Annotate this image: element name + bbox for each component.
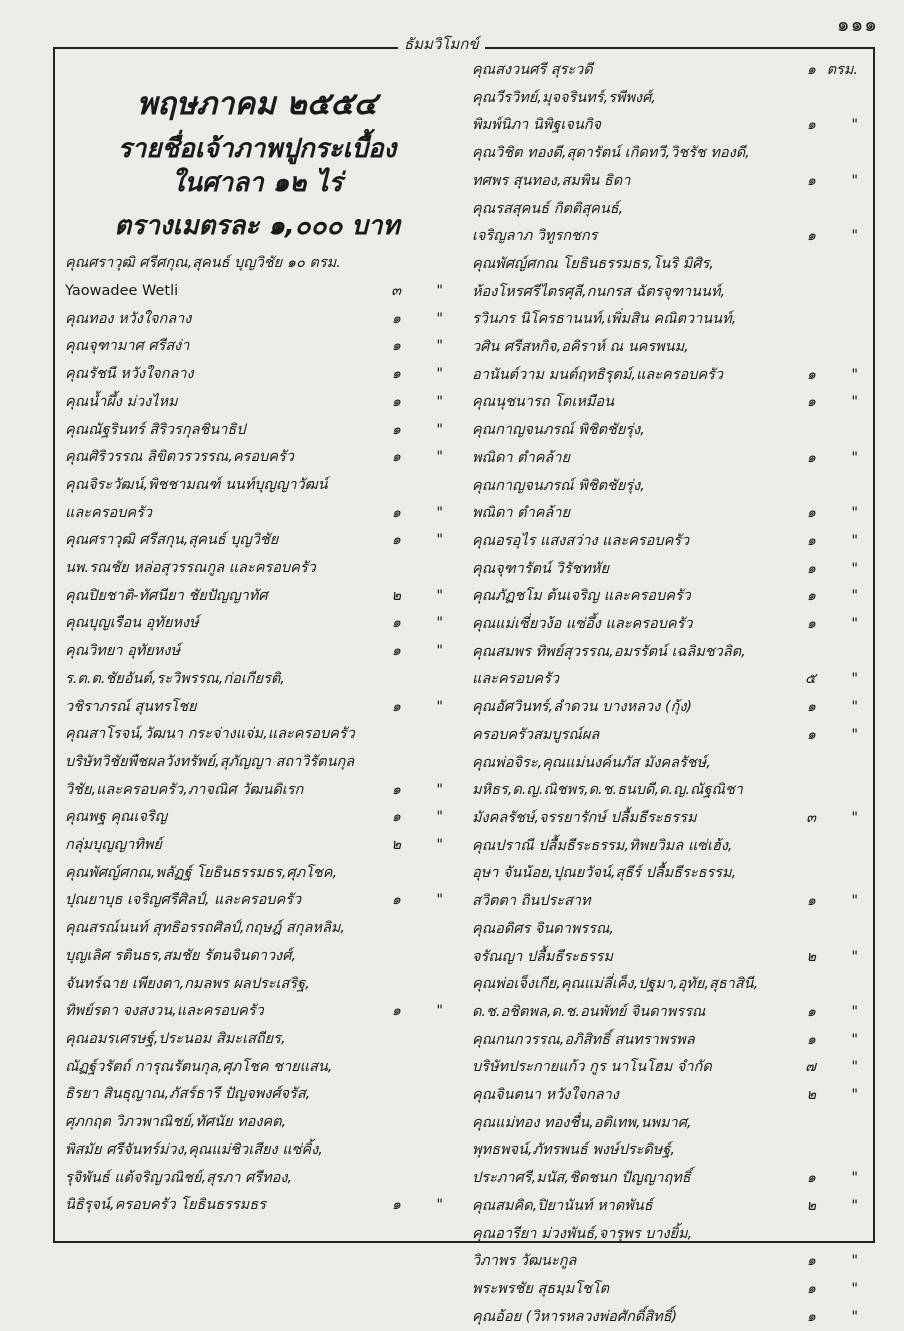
donor-name: บุญเลิศ รตินธร,สมชัย รัตนจินดาวงศ์,: [65, 947, 297, 964]
donor-qty: ๑: [806, 117, 816, 134]
donor-name: เจริญลาภ วิทูรกชกร: [472, 228, 598, 245]
donor-unit: ": [851, 366, 858, 383]
donor-qty: ๑: [391, 338, 401, 355]
donor-entry: [65, 1026, 459, 1054]
donor-entry: [472, 750, 874, 778]
donor-entry: [65, 1165, 459, 1193]
donor-qty: ๑: [806, 62, 816, 78]
donor-name: คุณศราวุฒิ ศรีสกุน,สุคนธ์ บุญวิชัย: [65, 532, 279, 549]
donor-entry: [472, 306, 874, 334]
donor-name: คุณสรณ์นนท์ สุทธิอรรถศิลป์,กฤษฎ์ สกุลหลิม,: [65, 920, 346, 937]
donor-entry: [65, 417, 459, 445]
donor-name: ณัฏฐ์วรัตถ์ การุณรัตนกุล,ศุภโชค ชายแสน,: [65, 1058, 333, 1075]
donor-name: ปุณยาบุธ เจริญศรีศิลป์, และครอบครัว: [65, 892, 302, 909]
donor-name: คุณจุฑามาศ ศรีสง่า: [65, 338, 190, 355]
donor-unit: ": [436, 809, 443, 826]
heading-hall: ในศาลา ๑๒ ไร่: [171, 167, 343, 198]
donor-name: ด.ช.อชิตพล,ด.ช.อนพัทย์ จินดาพรรณ: [472, 1003, 706, 1020]
donor-name: Yaowadee Wetli: [65, 283, 179, 300]
donor-name: พิมพ์นิภา นิพิฐเจนกิจ: [472, 117, 602, 134]
donor-entry: [65, 998, 459, 1026]
heading-donor-list: รายชื่อเจ้าภาพปูกระเบื้อง: [117, 133, 397, 164]
donor-name: รุจิพันธ์ แต้จริญวณิชย์,สุรภา ศรีทอง,: [65, 1169, 293, 1186]
donor-name: บริษัทประกายแก้ว กูร นาโนโฮม จำกัด: [472, 1059, 712, 1076]
donor-entry: [65, 832, 459, 860]
donor-entry: [65, 500, 459, 528]
donor-unit: ": [851, 588, 858, 605]
donor-name: ทิพย์รดา จงสงวน,และครอบครัว: [65, 1003, 264, 1020]
donor-unit: ": [851, 616, 858, 633]
donor-name: คุณสมคิด,ปิยานันท์ หาดพันธ์: [472, 1197, 653, 1214]
donor-qty: ๒: [391, 837, 401, 854]
donor-entry: [472, 417, 874, 445]
donor-entry: [472, 639, 874, 667]
donor-qty: ๑: [391, 421, 401, 438]
donor-entry: [472, 196, 874, 224]
donor-entry: [472, 1082, 874, 1110]
donor-entry: [65, 694, 459, 722]
donor-qty: ๑: [391, 393, 401, 410]
donor-entry: [472, 666, 874, 694]
donor-name: และครอบครัว: [65, 504, 153, 521]
donor-unit: ": [436, 310, 443, 327]
donor-entry: [472, 805, 874, 833]
donor-entry: [65, 527, 459, 555]
donor-qty: ๑: [391, 809, 401, 826]
donor-qty: ๑: [806, 616, 816, 633]
donor-unit: ": [851, 1059, 858, 1076]
donor-name: พณิดา ตำคล้าย: [472, 505, 570, 522]
donor-entry: [472, 112, 874, 140]
donor-name: ธิรยา สินธุญาณ,ภัสร์ธารี ปัญจพงศ์จรัส,: [65, 1086, 311, 1103]
donor-entry: [472, 57, 874, 85]
donor-unit: ": [851, 726, 858, 743]
donor-entry: [472, 362, 874, 390]
donor-name: คุณศราวุฒิ ศรีศกุณ,สุคนธ์ บุญวิชัย ๑๐ ตรม.: [65, 255, 341, 272]
donor-entry: [472, 1221, 874, 1249]
donor-entry: [65, 278, 459, 306]
donor-entry: [65, 749, 459, 777]
donor-name: จรัณญา ปลื้มธีระธรรม: [472, 948, 613, 965]
donor-name: คุณอารียา ม่วงพันธ์,จารุพร บางยิ้ม,: [472, 1225, 693, 1242]
donor-entry: [65, 638, 459, 666]
donor-entry: [472, 140, 874, 168]
donor-unit: ": [436, 615, 443, 632]
donor-unit: ": [851, 1280, 858, 1297]
donor-name: คุณภัฏชโม ต้นเจริญ และครอบครัว: [472, 588, 691, 605]
donor-entry: [65, 887, 459, 915]
donor-name: คุณณัฐรินทร์ สิริวรกุลชินาธิป: [65, 421, 246, 438]
running-title: ธัมมวิโมกข์: [398, 32, 485, 56]
donor-entry: [472, 777, 874, 805]
donor-unit: ": [851, 948, 858, 965]
donor-unit: ": [851, 394, 858, 411]
donor-entry: [65, 389, 459, 417]
donor-name: พุทธพจน์,ภัทรพนธ์ พงษ์ประดิษฐ์,: [472, 1142, 675, 1159]
donor-entry: [65, 583, 459, 611]
donor-qty: ๑: [806, 505, 816, 522]
donor-name: คุณนุชนารถ โตเหมือน: [472, 394, 615, 411]
donor-qty: ๑: [806, 560, 816, 577]
donor-qty: ๑: [806, 1170, 816, 1187]
donor-name: คุณแม่ทอง ทองชื่น,อติเทพ,นพมาศ,: [472, 1114, 692, 1131]
page-number: ๑๑๑: [836, 12, 878, 36]
donor-entry: [65, 306, 459, 334]
donor-entry: [65, 1054, 459, 1082]
donor-name: คุณพ่อจิระ,คุณแม่นงค์นภัส มังคลรัชษ์,: [472, 754, 711, 771]
donor-unit: ": [436, 781, 443, 798]
donor-name: พระพรชัย สุธมฺมโชโต: [472, 1280, 610, 1297]
donor-entry: [472, 611, 874, 639]
donor-entry: [472, 334, 874, 362]
donor-name: ห้องโหรศรีไตรศุลี,กนกรส ฉัตรจุฑานนท์,: [472, 283, 726, 300]
donor-entry: [65, 666, 459, 694]
donor-unit: ": [851, 1197, 858, 1214]
donor-qty: ๑: [391, 643, 401, 660]
donor-entry: [472, 168, 874, 196]
donor-name: ครอบครัวสมบูรณ์ผล: [472, 726, 600, 743]
donor-entry: [65, 444, 459, 472]
donor-unit: ": [436, 532, 443, 549]
donor-entry: [472, 1193, 874, 1221]
donor-entry: [65, 971, 459, 999]
donor-qty: ๑: [806, 1003, 816, 1020]
donor-entry: [472, 833, 874, 861]
donor-qty: ๑: [391, 366, 401, 383]
donor-name: คุณพฐ คุณเจริญ: [65, 809, 168, 826]
donor-unit: ": [851, 1087, 858, 1104]
donor-name: วิภาพร วัฒนะกูล: [472, 1253, 577, 1270]
donor-entry: [472, 279, 874, 307]
donor-qty: ๑: [391, 1003, 401, 1020]
donor-name: คุณวิทยา อุทัยหงษ์: [65, 643, 181, 660]
donor-unit: ": [851, 117, 858, 134]
donor-qty: ๑: [391, 504, 401, 521]
donor-name: นิธิรุจน์,ครอบครัว โยธินธรรมธร: [65, 1197, 266, 1214]
donor-entry: [472, 223, 874, 251]
donor-qty: ๕: [805, 671, 816, 688]
donor-entry: [472, 1276, 874, 1304]
donor-name: อุษา จันน้อย,ปุณยวัจน์,สุธีร์ ปลื้มธีระธรรม,: [472, 865, 737, 882]
donor-qty: ๑: [806, 172, 816, 189]
donor-qty: ๒: [806, 1087, 816, 1104]
donor-qty: ๑: [806, 228, 816, 245]
donor-entry: [472, 1137, 874, 1165]
donor-name: วิชัย,และครอบครัว,ภาจณิศ วัฒนดิเรก: [65, 781, 304, 798]
donor-name: คุณพ่อเจ็งเกีย,คุณแม่ลี่เค็ง,ปฐมา,อุทัย,สุธาสินี,: [472, 976, 759, 993]
donor-name: คุณบุญเรือน อุทัยหงษ์: [65, 615, 199, 632]
donor-name: คุณวิชิต ทองดี,สุดารัตน์ เกิดทวี,วิชรัช ทองดี,: [472, 145, 750, 162]
donor-entry: [65, 555, 459, 583]
left-column: [55, 49, 459, 1220]
donor-entry: [65, 943, 459, 971]
donor-name: คุณสงวนศรี สุระวดี: [472, 62, 593, 78]
donor-name: คุณสาโรจน์,วัฒนา กระจ่างแจ่ม,และครอบครัว: [65, 726, 355, 743]
donor-qty: ๑: [391, 781, 401, 798]
donor-name: สวิตตา ถินประสาท: [472, 893, 591, 910]
donor-unit: ": [436, 587, 443, 604]
donor-qty: ๑: [806, 532, 816, 549]
donor-entry: [472, 1054, 874, 1082]
donor-name: และครอบครัว: [472, 671, 560, 688]
donor-name: รวินภร นิโครธานนท์,เพิ่มสิน คณิตวานนท์,: [472, 311, 737, 328]
donor-name: คุณจิระวัฒน์,พิชชามณฑ์ นนท์บุญญาวัฒน์: [65, 476, 328, 493]
donor-unit: ": [851, 1003, 858, 1020]
donor-entry: [65, 915, 459, 943]
donor-name: คุณรสสุคนธ์ กิตติสุคนธ์,: [472, 200, 624, 217]
donor-unit: ": [436, 892, 443, 909]
donor-qty: ๑: [806, 726, 816, 743]
donor-name: คุณอัศวินทร์,ลำดวน บางหลวง (กุ้ง): [472, 699, 693, 716]
donor-name: วชิราภรณ์ สุนทรโชย: [65, 698, 197, 715]
donor-unit: ": [436, 837, 443, 854]
donor-entry: [472, 556, 874, 584]
content-frame: [53, 47, 875, 1325]
donor-qty: ๒: [806, 948, 816, 965]
donor-entry: [65, 610, 459, 638]
donor-unit: ": [851, 228, 858, 245]
donor-entry: [472, 445, 874, 473]
donor-entry: [65, 361, 459, 389]
donor-entry: [472, 944, 874, 972]
donor-entry: [472, 694, 874, 722]
donor-qty: ๑: [391, 615, 401, 632]
donor-entry: [65, 1081, 459, 1109]
donor-qty: ๒: [806, 1197, 816, 1214]
donor-entry: [472, 389, 874, 417]
donor-name: ร.ต.ต.ชัยอันต์,ระวิพรรณ,ก่อเกียรติ,: [65, 670, 285, 687]
donor-name: คุณปิยชาติ-ทัศนียา ชัยปัญญาทัศ: [65, 587, 268, 604]
donor-name: คุณอมรเศรษฐ์,ประนอม สิมะเสถียร,: [65, 1031, 286, 1047]
right-column: [464, 49, 874, 1331]
donor-unit: ": [851, 449, 858, 466]
donor-name: คุณกาญจนภรณ์ พิชิตชัยรุ่ง,: [472, 477, 645, 494]
donor-name: อานันต์วาม มนต์ฤทธิรุตม์,และครอบครัว: [472, 366, 724, 383]
donor-unit: ": [851, 809, 858, 826]
donor-unit: ตรม.: [826, 62, 858, 78]
donor-qty: ๑: [391, 310, 401, 327]
donor-unit: ": [436, 504, 443, 521]
donor-qty: ๑: [391, 1197, 401, 1214]
donor-unit: ": [851, 699, 858, 716]
donor-entry: [65, 472, 459, 500]
donor-unit: ": [851, 1031, 858, 1048]
donor-name: นพ.รณชัย หล่อสุวรรณกูล และครอบครัว: [65, 560, 316, 577]
donor-qty: ๑: [391, 892, 401, 909]
donor-qty: ๓: [391, 283, 401, 300]
donor-entry: [65, 804, 459, 832]
donor-name: พณิดา ตำคล้าย: [472, 449, 570, 466]
donor-unit: ": [436, 366, 443, 383]
donor-entry: [65, 1192, 459, 1220]
donor-qty: ๑: [806, 699, 816, 716]
donor-name: คุณปราณี ปลื้มธีระธรรม,ทิพยวิมล แซ่เฮ้ง,: [472, 837, 733, 854]
donor-name: คุณจินตนา หวังใจกลาง: [472, 1087, 619, 1104]
donor-unit: ": [851, 671, 858, 688]
donor-name: คุณอดิศร จินดาพรรณ,: [472, 920, 615, 937]
donor-name: พิสมัย ศรีจันทร์ม่วง,คุณแม่ชิวเสียง แซ่คิ้ง,: [65, 1141, 323, 1158]
donor-name: ประภาศรี,มนัส,ชิดชนก ปัญญาฤทธิ์: [472, 1170, 691, 1187]
donor-qty: ๑: [806, 1280, 816, 1297]
donor-entry: [472, 860, 874, 888]
donor-entry: [472, 528, 874, 556]
donor-unit: ": [436, 1197, 443, 1214]
donor-name: กลุ่มบุญญาทิพย์: [65, 837, 162, 854]
donor-entry: [65, 777, 459, 805]
donor-unit: ": [851, 505, 858, 522]
donor-unit: ": [436, 698, 443, 715]
donor-qty: ๑: [391, 449, 401, 466]
donor-entry: [472, 999, 874, 1027]
donor-name: คุณแม่เซี่ยวง้อ แซ่อึ้ง และครอบครัว: [472, 616, 693, 633]
donor-entry: [65, 1137, 459, 1165]
donor-qty: ๑: [391, 532, 401, 549]
donor-qty: ๒: [391, 587, 401, 604]
donor-entry: [472, 473, 874, 501]
donor-unit: ": [851, 560, 858, 577]
donor-qty: ๑: [806, 1253, 816, 1270]
donor-unit: ": [436, 283, 443, 300]
heading-month: พฤษภาคม ๒๕๕๔: [136, 86, 378, 122]
donor-unit: ": [436, 643, 443, 660]
donor-entry: [472, 1304, 874, 1331]
donor-qty: ๑: [806, 1031, 816, 1048]
donor-name: คุณทอง หวังใจกลาง: [65, 310, 192, 327]
donor-unit: ": [851, 1308, 858, 1325]
donor-entry: [472, 583, 874, 611]
donor-entry: [472, 1248, 874, 1276]
donor-unit: ": [851, 172, 858, 189]
donor-name: ศุภกฤต วิภวพาณิชย์,ทัศนัย ทองคต,: [65, 1114, 287, 1131]
donor-name: คุณกนกวรรณ,อภิสิทธิ์ สนทราพรพล: [472, 1031, 695, 1048]
donor-unit: ": [436, 393, 443, 410]
donor-qty: ๑: [806, 366, 816, 383]
donor-unit: ": [851, 893, 858, 910]
donor-name: คุณรัชนี หวังใจกลาง: [65, 366, 194, 383]
heading-price: ตรางเมตรละ ๑,๐๐๐ บาท: [114, 211, 400, 242]
donor-entry: [472, 1110, 874, 1138]
donor-name: คุณศิริวรรณ ลิขิตวรวรรณ,ครอบครัว: [65, 449, 294, 466]
donor-qty: ๑: [391, 698, 401, 715]
donor-name: คุณวีรวิทย์,มุจจรินทร์,รพีพงศ์,: [472, 89, 656, 106]
donor-name: มหิธร,ด.ญ.ณิชพร,ด.ช.ธนบดี,ด.ญ.ณัฐณิชา: [472, 782, 743, 799]
donor-qty: ๗: [805, 1059, 816, 1076]
donor-name: บริษัทวิชัยพืชผลวังทรัพย์,สุภัญญา สถาวิรัตนกุล: [65, 753, 355, 770]
donor-entry: [65, 860, 459, 888]
donor-unit: ": [851, 1253, 858, 1270]
donor-name: จันทร์ฉาย เพียงตา,กมลพร ผลประเสริฐ,: [65, 975, 310, 992]
donor-qty: ๑: [806, 893, 816, 910]
donor-entry: [472, 1165, 874, 1193]
donor-entry: [472, 971, 874, 999]
donor-unit: ": [436, 338, 443, 355]
donor-entry: [65, 250, 459, 278]
donor-entry: [472, 500, 874, 528]
donor-name: คุณน้ำผึ้ง ม่วงไหม: [65, 393, 178, 410]
donor-name: คุณพัศญ์ศกณ โยธินธรรมธร,โนริ มิศิร,: [472, 255, 714, 272]
donor-entry: [472, 1027, 874, 1055]
donor-name: มังคลรัชษ์,จรรยารักษ์ ปลื้มธีระธรรม: [472, 809, 697, 826]
donor-qty: ๑: [806, 449, 816, 466]
donor-unit: ": [436, 1003, 443, 1020]
donor-entry: [472, 251, 874, 279]
donor-name: ทศพร สุนทอง,สมพิน ธิดา: [472, 172, 631, 189]
right-donor-list: [464, 57, 874, 1331]
donor-unit: ": [851, 1170, 858, 1187]
donor-entry: [472, 85, 874, 113]
donor-unit: ": [436, 449, 443, 466]
donor-unit: ": [436, 421, 443, 438]
donor-entry: [65, 721, 459, 749]
donor-name: คุณอรอุไร แสงสว่าง และครอบครัว: [472, 532, 690, 549]
donor-name: คุณกาญจนภรณ์ พิชิตชัยรุ่ง,: [472, 422, 645, 439]
donor-qty: ๑: [806, 1308, 816, 1325]
donor-qty: ๓: [806, 809, 816, 826]
donor-qty: ๑: [806, 588, 816, 605]
left-donor-list: [55, 250, 459, 1220]
donor-name: คุณสมพร ทิพย์สุวรรณ,อมรรัตน์ เฉลิมชวลิต,: [472, 643, 746, 660]
donor-entry: [472, 888, 874, 916]
donor-name: คุณอ้อย (วิหารหลวงพ่อศักดิ์สิทธิ์): [472, 1308, 678, 1325]
donor-entry: [472, 916, 874, 944]
donor-entry: [472, 722, 874, 750]
donor-entry: [65, 333, 459, 361]
donor-unit: ": [851, 532, 858, 549]
donor-name: วศิน ศรีสหกิจ,อคิราห์ ณ นครพนม,: [472, 339, 689, 356]
donor-qty: ๑: [806, 394, 816, 411]
donor-name: คุณพัศญ์ศกณ,พลัฏฐ์ โยธินธรรมธร,ศุภโชค,: [65, 864, 338, 881]
donor-entry: [65, 1109, 459, 1137]
donor-name: คุณจุฑารัตน์ วิรัชทหัย: [472, 560, 609, 577]
